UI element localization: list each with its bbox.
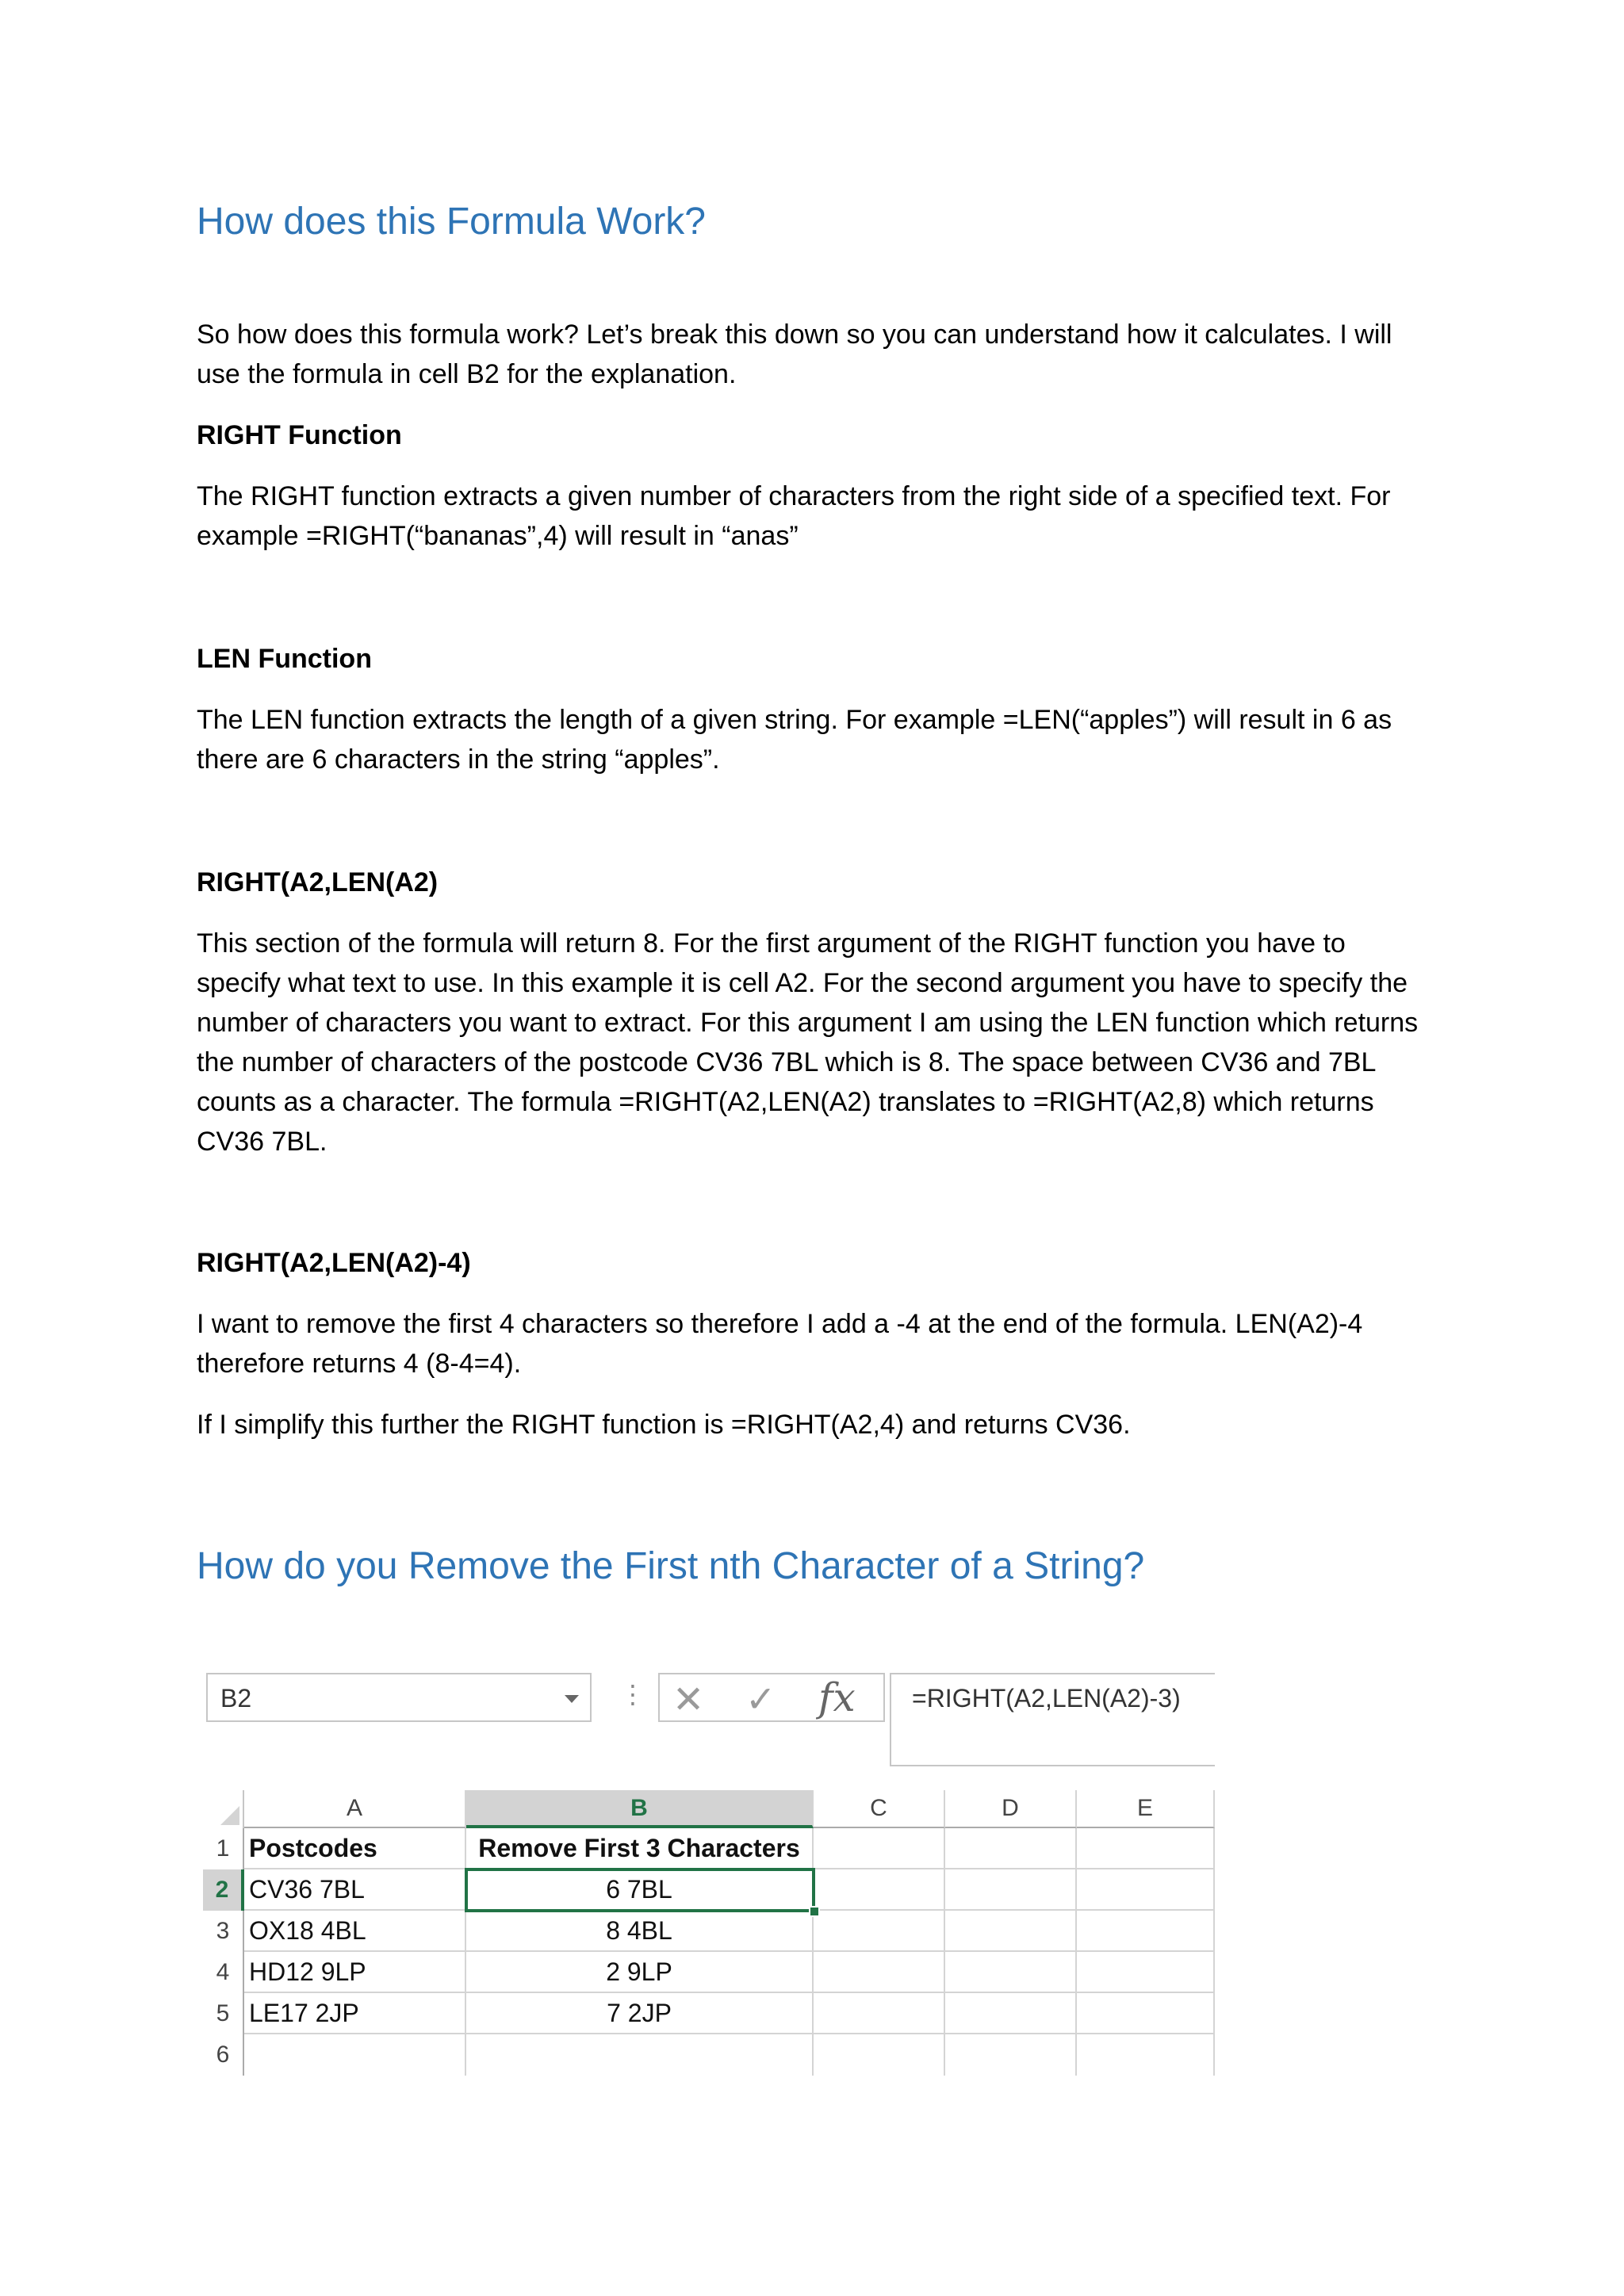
formula-bar-value: =RIGHT(A2,LEN(A2)-3) bbox=[912, 1684, 1181, 1712]
cancel-icon[interactable]: ✕ bbox=[672, 1678, 705, 1722]
column-header-e[interactable]: E bbox=[1077, 1790, 1215, 1828]
cell-b4[interactable]: 2 9LP bbox=[466, 1952, 814, 1993]
cell-a4[interactable]: HD12 9LP bbox=[244, 1952, 466, 1993]
enter-check-icon[interactable]: ✓ bbox=[745, 1678, 776, 1720]
len-function-paragraph: The LEN function extracts the length of a given string. For example =LEN(“apples”) will result in 6 as there are 6 characters in the string “apples”. bbox=[197, 705, 1392, 775]
cell-c2[interactable] bbox=[814, 1869, 945, 1911]
column-header-a[interactable]: A bbox=[244, 1790, 466, 1828]
select-all-triangle-icon bbox=[220, 1806, 239, 1825]
cell-c4[interactable] bbox=[814, 1952, 945, 1993]
column-header-d[interactable]: D bbox=[945, 1790, 1077, 1828]
cell-e6[interactable] bbox=[1077, 2034, 1215, 2076]
subheading-right-len-minus4: RIGHT(A2,LEN(A2)-4) bbox=[197, 1248, 471, 1278]
cell-b3[interactable]: 8 4BL bbox=[466, 1911, 814, 1952]
row-header-3[interactable]: 3 bbox=[203, 1911, 244, 1952]
row-header-4[interactable]: 4 bbox=[203, 1952, 244, 1993]
row-header-5[interactable]: 5 bbox=[203, 1993, 244, 2034]
cell-c3[interactable] bbox=[814, 1911, 945, 1952]
cell-e1[interactable] bbox=[1077, 1828, 1215, 1869]
right-len-minus4-paragraph: I want to remove the first 4 characters so therefore I add a -4 at the end of the formula. LEN(A2)-4 therefore returns 4 (8-4=4). bbox=[197, 1309, 1363, 1379]
cell-b6[interactable] bbox=[466, 2034, 814, 2076]
cell-e2[interactable] bbox=[1077, 1869, 1215, 1911]
cell-b5[interactable]: 7 2JP bbox=[466, 1993, 814, 2034]
row-header-1[interactable]: 1 bbox=[203, 1828, 244, 1869]
cell-a1[interactable]: Postcodes bbox=[244, 1828, 466, 1869]
cell-d4[interactable] bbox=[945, 1952, 1077, 1993]
cell-d6[interactable] bbox=[945, 2034, 1077, 2076]
column-header-c[interactable]: C bbox=[814, 1790, 945, 1828]
section-heading-remove-nth: How do you Remove the First nth Character of a String? bbox=[197, 1545, 1145, 1587]
select-all-corner[interactable] bbox=[203, 1790, 244, 1828]
name-box-value: B2 bbox=[220, 1684, 252, 1712]
cell-c5[interactable] bbox=[814, 1993, 945, 2034]
cell-a6[interactable] bbox=[244, 2034, 466, 2076]
formula-bar[interactable] bbox=[890, 1673, 1215, 1766]
cell-b2[interactable]: 6 7BL bbox=[466, 1869, 814, 1911]
simplify-paragraph: If I simplify this further the RIGHT function is =RIGHT(A2,4) and returns CV36. bbox=[197, 1410, 1131, 1440]
vertical-dots-icon: ⋮ bbox=[620, 1680, 645, 1709]
cell-a5[interactable]: LE17 2JP bbox=[244, 1993, 466, 2034]
cell-d5[interactable] bbox=[945, 1993, 1077, 2034]
active-cell-selection bbox=[465, 1868, 815, 1912]
cell-c6[interactable] bbox=[814, 2034, 945, 2076]
cell-a3[interactable]: OX18 4BL bbox=[244, 1911, 466, 1952]
cell-e3[interactable] bbox=[1077, 1911, 1215, 1952]
formula-buttons bbox=[658, 1673, 885, 1722]
excel-screenshot bbox=[203, 1671, 1215, 2084]
subheading-right-len: RIGHT(A2,LEN(A2) bbox=[197, 867, 439, 897]
right-len-paragraph: This section of the formula will return 8. For the first argument of the RIGHT function you have to specify what text to use. In this example it is cell A2. For the second argument you have to specify the number of characters you want to extract. For this argument I am using the LEN function which returns the number of characters of the postcode CV36 7BL which is 8. The space between CV36 and 7BL counts as a character. The formula =RIGHT(A2,LEN(A2) translates to =RIGHT(A2,8) which returns CV36 7BL. bbox=[197, 928, 1419, 1157]
subheading-len-function: LEN Function bbox=[197, 644, 372, 674]
intro-paragraph: So how does this formula work? Let’s break this down so you can understand how it calculates. I will use the formula in cell B2 for the explanation. bbox=[197, 320, 1392, 389]
column-header-b[interactable]: B bbox=[466, 1790, 814, 1828]
cell-d1[interactable] bbox=[945, 1828, 1077, 1869]
cell-b1[interactable]: Remove First 3 Characters bbox=[466, 1828, 814, 1869]
section-heading-formula: How does this Formula Work? bbox=[197, 201, 706, 243]
name-box[interactable] bbox=[206, 1673, 592, 1722]
cell-d3[interactable] bbox=[945, 1911, 1077, 1952]
cell-e4[interactable] bbox=[1077, 1952, 1215, 1993]
dropdown-arrow-icon[interactable] bbox=[565, 1695, 579, 1703]
insert-function-icon[interactable]: fx bbox=[818, 1674, 856, 1720]
cell-a2[interactable]: CV36 7BL bbox=[244, 1869, 466, 1911]
cell-e5[interactable] bbox=[1077, 1993, 1215, 2034]
right-function-paragraph: The RIGHT function extracts a given number of characters from the right side of a specified text. For example =RIGHT(“bananas”,4) will result in “anas” bbox=[197, 481, 1391, 551]
row-header-2[interactable]: 2 bbox=[203, 1869, 244, 1911]
cell-c1[interactable] bbox=[814, 1828, 945, 1869]
row-header-6[interactable]: 6 bbox=[203, 2034, 244, 2076]
subheading-right-function: RIGHT Function bbox=[197, 420, 402, 450]
cell-d2[interactable] bbox=[945, 1869, 1077, 1911]
fill-handle[interactable] bbox=[809, 1906, 820, 1917]
